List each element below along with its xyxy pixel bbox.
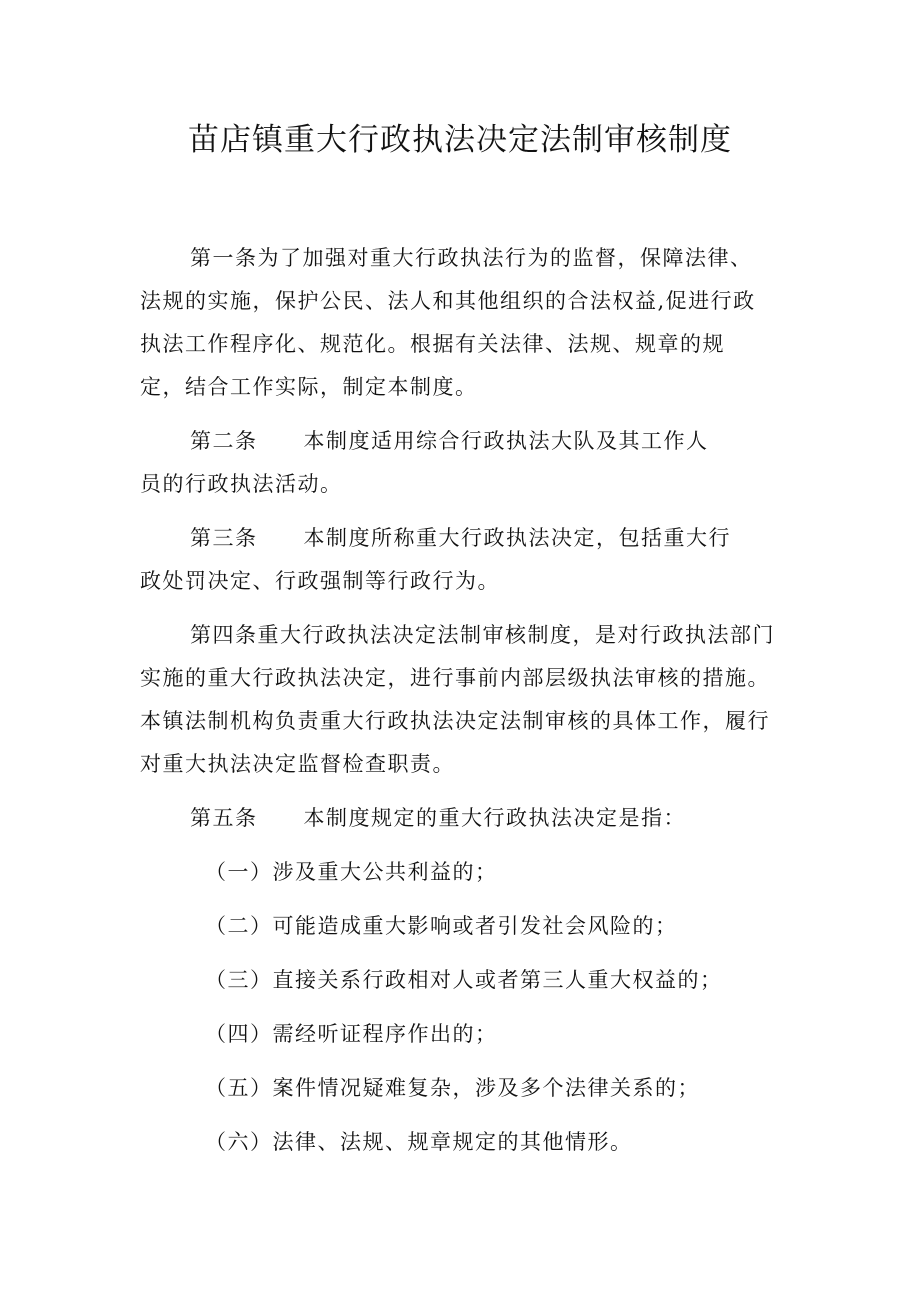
article-2-label: 第二条 — [190, 429, 258, 453]
article-2-first-line — [190, 426, 709, 456]
article-3-first-line — [190, 523, 731, 553]
article-1-line: 法规的实施，保护公民、法人和其他组织的合法权益,促进行政 — [140, 289, 756, 313]
article-3-label: 第三条 — [190, 526, 258, 550]
article-4-line: 对重大执法决定监督检查职责。 — [140, 752, 455, 776]
article-3-line: 政处罚决定、行政强制等行政行为。 — [140, 569, 500, 593]
article-5-first-line — [190, 803, 686, 833]
article-2-text: 本制度适用综合行政执法大队及其工作人 — [303, 429, 709, 453]
article-2-line: 员的行政执法活动。 — [140, 472, 343, 496]
article-5-item: （三）直接关系行政相对人或者第三人重大权益的； — [205, 968, 723, 992]
document-title: 苗店镇重大行政执法决定法制审核制度 — [188, 122, 732, 158]
article-5-item: （四）需经听证程序作出的； — [205, 1022, 498, 1046]
article-3-text: 本制度所称重大行政执法决定，包括重大行 — [303, 526, 731, 550]
article-4-line: 第四条重大行政执法决定法制审核制度，是对行政执法部门 — [190, 623, 775, 647]
article-4-line: 实施的重大行政执法决定，进行事前内部层级执法审核的措施。 — [140, 666, 770, 690]
article-1-line: 第一条为了加强对重大行政执法行为的监督，保障法律、 — [190, 246, 753, 270]
article-5-intro: 本制度规定的重大行政执法决定是指： — [303, 806, 686, 830]
article-5-item: （二）可能造成重大影响或者引发社会风险的； — [205, 914, 678, 938]
article-1-line: 定，结合工作实际，制定本制度。 — [140, 375, 478, 399]
article-1-line: 执法工作程序化、规范化。根据有关法律、法规、规章的规 — [140, 332, 725, 356]
article-5-item: （六）法律、法规、规章规定的其他情形。 — [205, 1130, 633, 1154]
article-5-item: （一）涉及重大公共利益的； — [205, 860, 498, 884]
article-5-item: （五）案件情况疑难复杂，涉及多个法律关系的； — [205, 1076, 700, 1100]
article-4-line: 本镇法制机构负责重大行政执法决定法制审核的具体工作，履行 — [140, 709, 770, 733]
article-5-label: 第五条 — [190, 806, 258, 830]
